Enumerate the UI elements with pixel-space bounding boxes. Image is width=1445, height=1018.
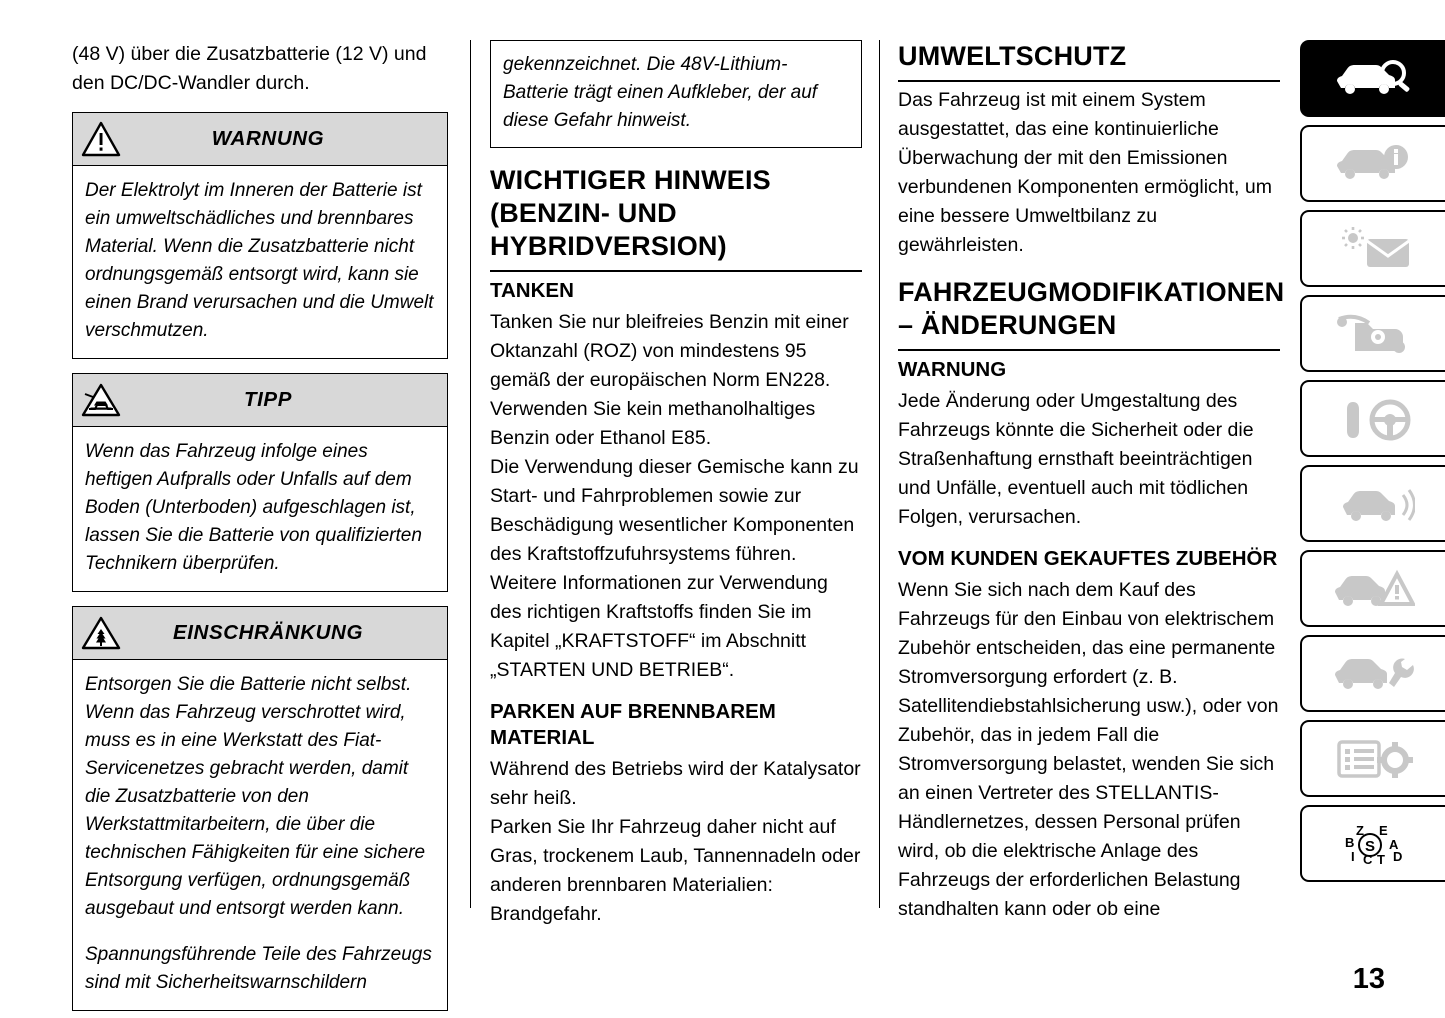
breakdown-triangle-icon: [1333, 566, 1415, 612]
car-sensor-icon: [1333, 481, 1415, 527]
svg-text:D: D: [1392, 848, 1402, 864]
page-number: 13: [1352, 963, 1385, 995]
column-2: [490, 40, 862, 929]
subheading-warnung: WARNUNG: [898, 358, 1007, 381]
parken-paragraph-2: Parken Sie Ihr Fahrzeug daher nicht auf Gras, trockenem Laub, Tannennadeln oder anderen brennbaren Materialien: Brandgefahr.: [490, 816, 861, 925]
roadside-assistance-icon: [1333, 311, 1415, 357]
tab-roadside-triangle[interactable]: [1300, 550, 1445, 627]
section-heading-wichtiger-hinweis: WICHTIGER HINWEIS (BENZIN- UND HYBRIDVERSION): [490, 164, 862, 272]
subheading-tanken: TANKEN: [490, 279, 574, 302]
parken-paragraph-1: Während des Betriebs wird der Katalysator sehr heiß.: [490, 758, 861, 809]
chapter-tab-strip: [1300, 40, 1445, 890]
tanken-paragraph-2: Verwenden Sie kein methanolhaltiges Benzin oder Ethanol E85.: [490, 398, 816, 449]
tab-maintenance-care[interactable]: [1300, 380, 1445, 457]
tab-technical-data[interactable]: [1300, 720, 1445, 797]
tip-notice-body: [73, 427, 447, 591]
steering-wheel-icon: [1333, 396, 1415, 442]
car-wrench-icon: [1333, 651, 1415, 697]
column-divider-1: [470, 40, 471, 908]
subheading-zubehoer: VOM KUNDEN GEKAUFTES ZUBEHÖR: [898, 547, 1278, 570]
tab-vehicle-info[interactable]: [1300, 125, 1445, 202]
warning-notice-text: Der Elektrolyt im Inneren der Batterie ist ein umweltschädliches und brennbares Material. Wenn die Zusatzbatterie nicht ordnungsgemäß entsorgt wird, kann sie einen Brand verursachen und die Umwelt verschmutzen.: [85, 180, 434, 341]
tip-notice: [72, 373, 448, 592]
section-heading-fahrzeugmodifikationen: FAHRZEUGMODIFIKATIONEN – ÄNDERUNGEN: [898, 276, 1280, 351]
warnung-paragraph: Jede Änderung oder Umgestaltung des Fahrzeugs könnte die Sicherheit oder die Straßenhaftung ernsthaft beeinträchtigen und Unfälle, eventuell auch mit tödlichen Folgen, verursachen.: [898, 390, 1254, 528]
tab-alphabetical-index[interactable]: [1300, 805, 1445, 882]
continued-notice-text: gekennzeichnet. Die 48V-Lithium-Batterie trägt einen Aufkleber, der auf diese Gefahr hinweist.: [503, 54, 818, 131]
tab-dashboard-warning[interactable]: [1300, 210, 1445, 287]
restriction-notice-title: EINSCHRÄNKUNG: [172, 621, 364, 644]
svg-text:B: B: [1344, 834, 1354, 850]
dashboard-alert-icon: [1333, 225, 1415, 273]
car-info-icon: [1333, 141, 1415, 187]
warning-notice: [72, 112, 448, 359]
tab-vehicle-inspection[interactable]: [1300, 40, 1445, 117]
restriction-notice-header: [73, 607, 447, 660]
continued-notice-box: [490, 40, 862, 148]
svg-text:C: C: [1362, 851, 1372, 867]
tip-notice-title: TIPP: [244, 388, 292, 411]
warning-notice-header: [73, 113, 447, 166]
tab-emergency[interactable]: [1300, 295, 1445, 372]
document-gear-icon: [1333, 736, 1415, 782]
svg-text:I: I: [1350, 848, 1355, 864]
svg-text:T: T: [1376, 851, 1385, 867]
zubehoer-paragraph: Wenn Sie sich nach dem Kauf des Fahrzeugs für den Einbau von elektrischem Zubehör entscheiden, das eine permanente Stromversorgung erfordert (z. B. Satellitendiebstahlsicherung usw.), oder von Zubehör, das in jedem Fall die Stromversorgung belastet, wenden Sie sich an einen Vertreter des STELLANTIS-Händlernetzes, dessen Personal prüfen wird, ob die elektrische Anlage des Fahrzeugs der erforderlichen Belastung standhalten kann oder ob eine: [898, 579, 1279, 920]
column-1: [72, 40, 448, 1011]
restriction-notice-text-1: Entsorgen Sie die Batterie nicht selbst. Wenn das Fahrzeug verschrottet wird, muss es in eine Werkstatt des Fiat-Servicenetzes gebracht werden, damit die Zusatzbatterie von den Werkstattmitarbeitern, die über die technischen Fähigkeiten für eine sichere Entsorgung verfügen, ordnungsgemäß ausgebaut und entsorgt werden kann.: [85, 674, 426, 919]
column-divider-2: [879, 40, 880, 908]
svg-text:E: E: [1378, 822, 1388, 838]
warning-notice-body: [73, 166, 447, 358]
intro-paragraph: (48 V) über die Zusatzbatterie (12 V) und den DC/DC-Wandler durch.: [72, 43, 427, 94]
tanken-paragraph-4: Weitere Informationen zur Verwendung des richtigen Kraftstoffs finden Sie im Kapitel „KRAFTSTOFF“ im Abschnitt „STARTEN UND BETRIEB“.: [490, 572, 828, 681]
environment-leaf-icon: [73, 615, 129, 651]
column-3: [898, 40, 1285, 924]
restriction-notice-body: [73, 660, 447, 1010]
svg-text:S: S: [1364, 837, 1375, 855]
tanken-paragraph-1: Tanken Sie nur bleifreies Benzin mit einer Oktanzahl (ROZ) von mindestens 95 gemäß der europäischen Norm EN228.: [490, 311, 849, 391]
restriction-notice: [72, 606, 448, 1011]
car-magnifier-icon: [1333, 56, 1415, 102]
tip-notice-header: [73, 374, 447, 427]
tanken-paragraph-3: Die Verwendung dieser Gemische kann zu Start- und Fahrproblemen sowie zur Beschädigung wesentlicher Komponenten des Kraftstoffzufuhrsystems führen.: [490, 456, 859, 565]
tab-safety-systems[interactable]: [1300, 465, 1445, 542]
car-tip-icon: [73, 382, 129, 418]
svg-text:A: A: [1388, 836, 1398, 852]
subheading-parken: PARKEN AUF BRENNBAREM MATERIAL: [490, 700, 776, 749]
warning-triangle-icon: [73, 121, 129, 157]
tip-notice-text: Wenn das Fahrzeug infolge eines heftigen Aufpralls oder Unfalls auf dem Boden (Unterboden) aufgeschlagen ist, lassen Sie die Batterie von qualifizierten Technikern überprüfen.: [85, 441, 422, 574]
warning-notice-title: WARNUNG: [211, 127, 325, 150]
umweltschutz-paragraph: Das Fahrzeug ist mit einem System ausgestattet, das eine kontinuierliche Überwachung der mit den Emissionen verbundenen Komponenten ermöglicht, um eine bessere Umweltbilanz zu gewährleisten.: [898, 89, 1272, 256]
svg-text:Z: Z: [1355, 822, 1364, 838]
alphabetical-index-icon: [1331, 821, 1417, 867]
tab-service-repair[interactable]: [1300, 635, 1445, 712]
section-heading-umweltschutz: UMWELTSCHUTZ: [898, 40, 1280, 82]
restriction-notice-text-2: Spannungsführende Teile des Fahrzeugs sind mit Sicherheitswarnschildern: [85, 944, 432, 993]
